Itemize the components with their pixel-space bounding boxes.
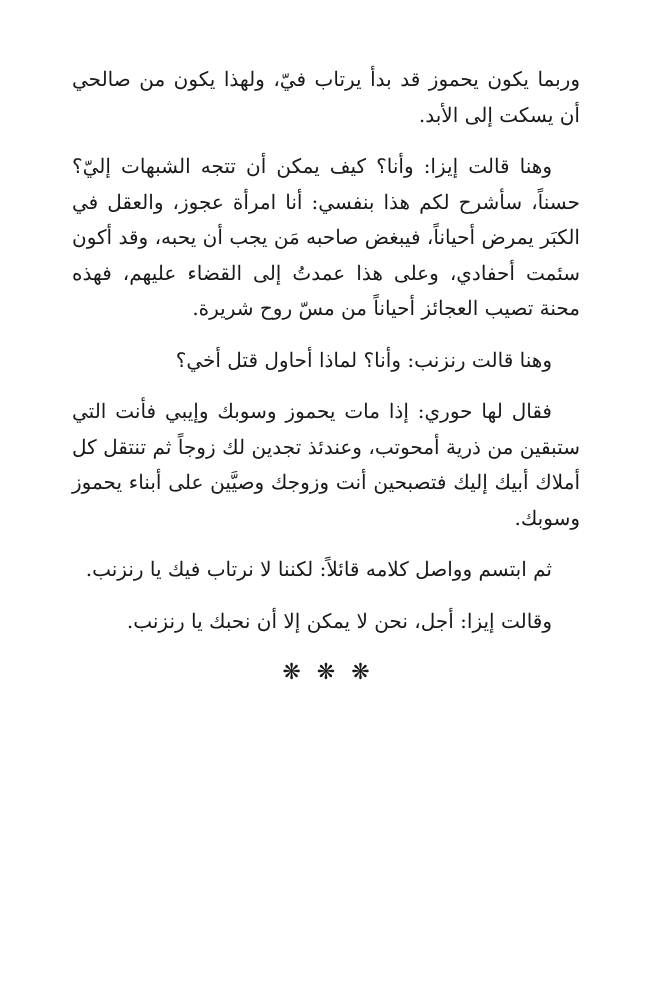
ornament-star-icon: ❋	[351, 660, 386, 685]
ornament-star-icon: ❋	[282, 660, 317, 685]
paragraph-3: وهنا قالت رنزنب: وأنا؟ لماذا أحاول قتل أخي؟	[175, 347, 552, 372]
ornament-star-icon: ❋	[316, 660, 352, 685]
paragraph-1: وربما يكون يحموز قد بدأ يرتاب فيّ، ولهذا يكون من صالحي أن يسكت إلى الأبد.	[72, 67, 580, 127]
paragraph-6: وقالت إيزا: أجل، نحن لا يمكن إلا أن نحبك يا رنزنب.	[126, 608, 552, 633]
section-break-ornament-icon	[72, 655, 580, 691]
paragraph-4: فقال لها حوري: إذا مات يحموز وسوبك وإيبي فأنت التي ستبقين من ذرية أمحوتب، وعندئذ تجدين لك زوجاً ثم تنتقل كل أملاك أبيك إليك فتصبحين أنت وزوجك وصيَّين على أبناء يحموز وسوبك.	[72, 399, 580, 530]
paragraph-2: وهنا قالت إيزا: وأنا؟ كيف يمكن أن تتجه الشبهات إليّ؟ حسناً، سأشرح لكم هذا بنفسي: أنا امرأة عجوز، والعقل في الكبَر يمرض أحياناً، فيبغض صاحبه مَن يجب أن يحبه، وقد أكون سئمت أحفادي، وعلى هذا عمدتُ إلى القضاء عليهم، فهذه محنة تصيب العجائز أحياناً من مسّ روح شريرة.	[72, 154, 580, 320]
paragraph-5: ثم ابتسم وواصل كلامه قائلاً: لكننا لا نرتاب فيك يا رنزنب.	[85, 557, 552, 581]
book-page	[72, 62, 580, 691]
